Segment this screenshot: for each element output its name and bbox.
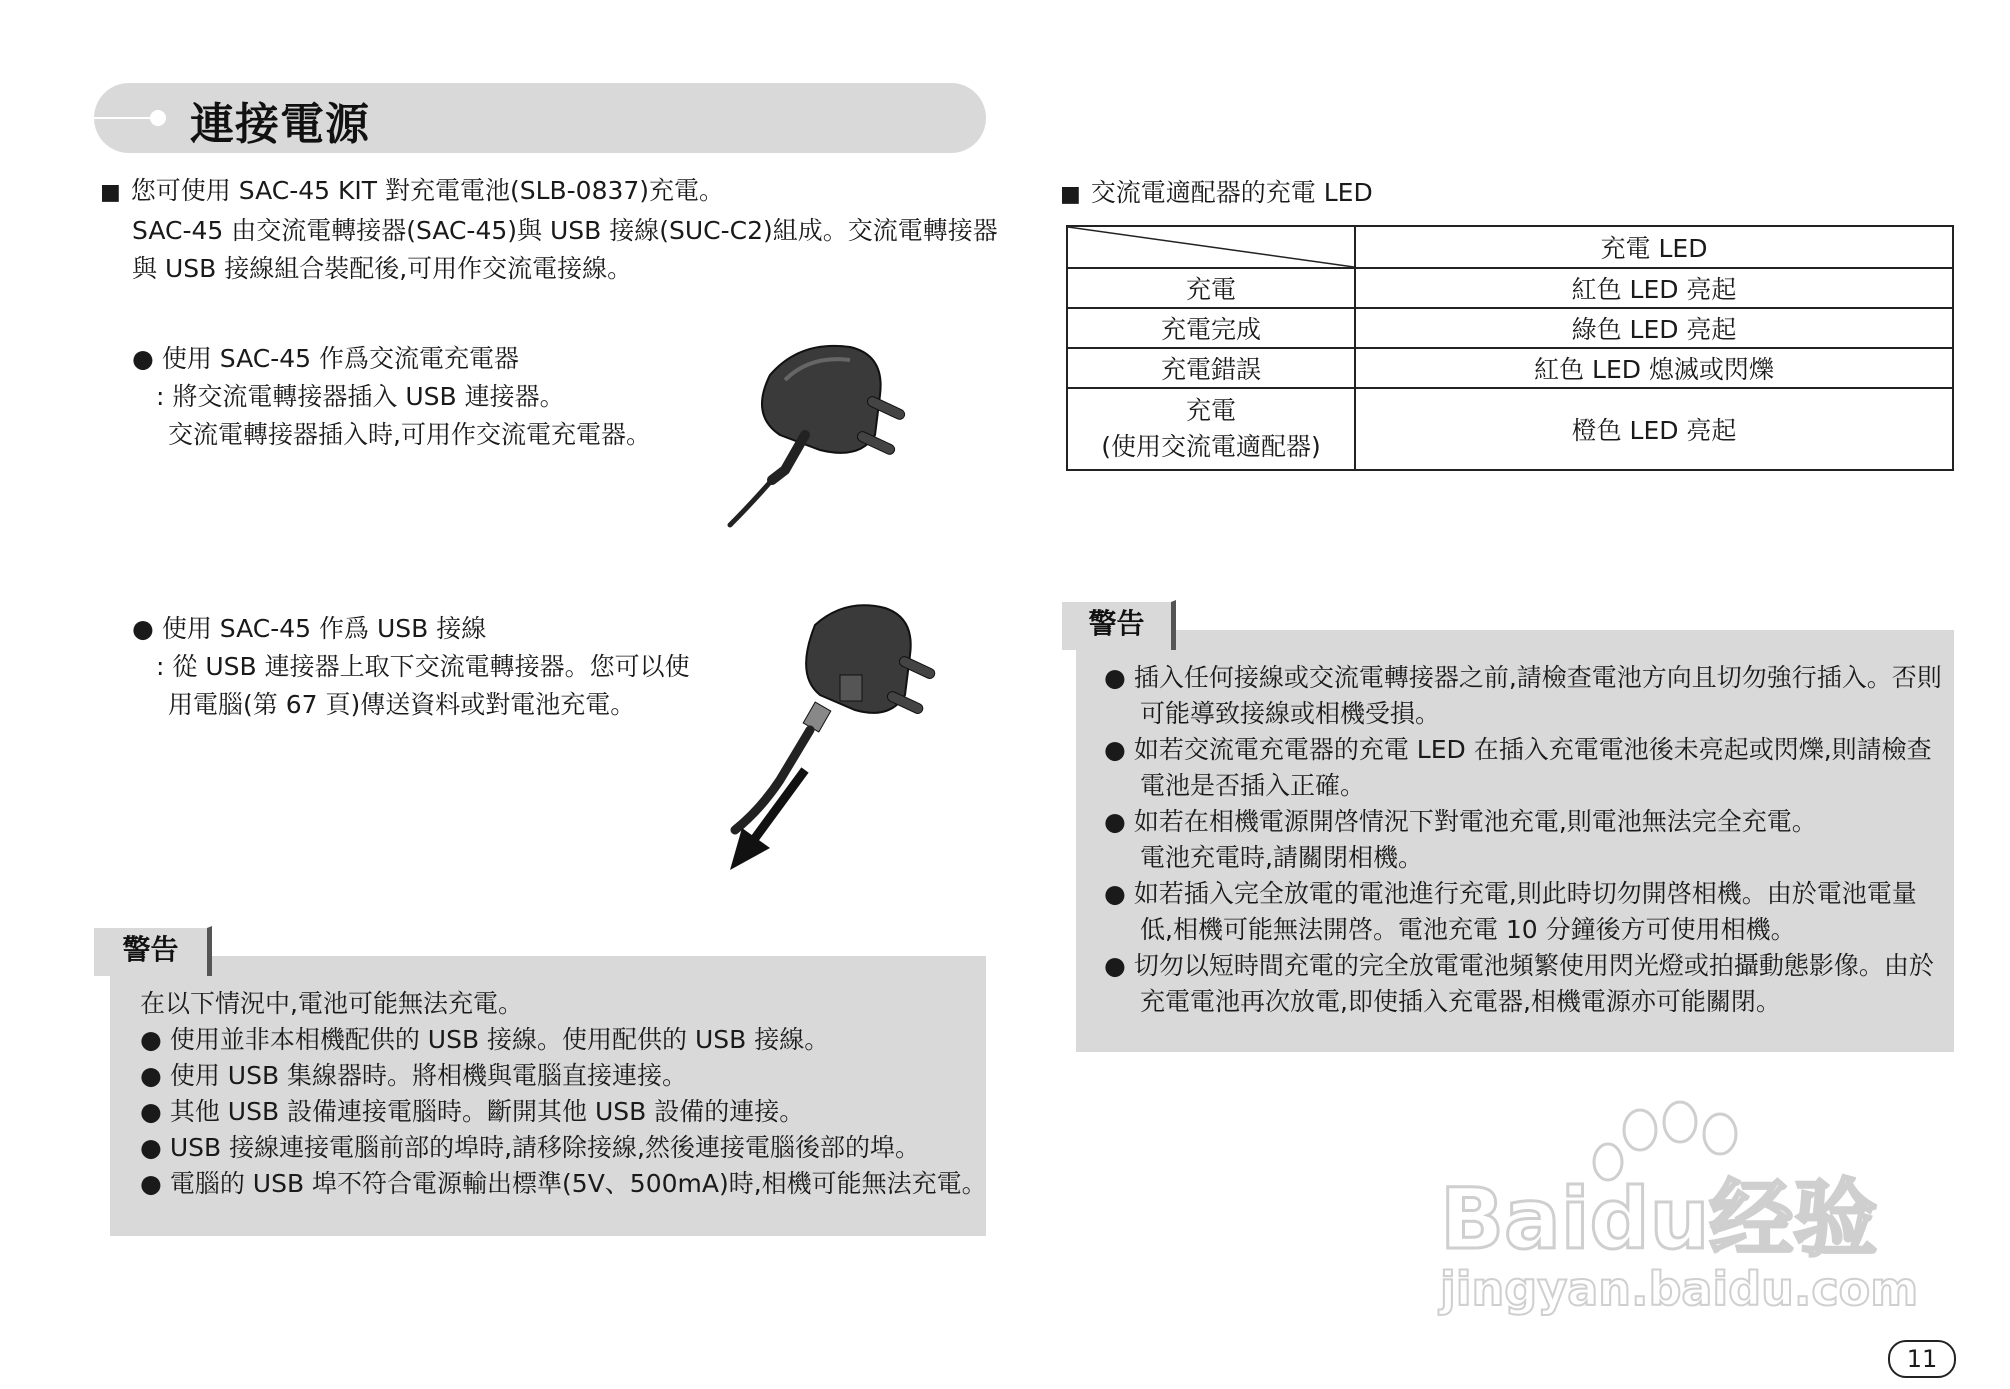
header-dot-decoration bbox=[150, 110, 166, 126]
list-item-continuation: 可能導致接線或相機受損。 bbox=[1140, 699, 1441, 728]
usage-usb-section bbox=[132, 610, 690, 724]
bullet-icon: ● bbox=[140, 1097, 162, 1126]
usage-line: : 從 USB 連接器上取下交流電轉接器。您可以使 bbox=[156, 652, 690, 681]
table-row bbox=[1067, 268, 1953, 308]
bullet-icon: ● bbox=[140, 1133, 162, 1162]
warning-label-left: 警告 bbox=[94, 926, 212, 976]
bullet-icon: ● bbox=[1104, 735, 1126, 764]
list-item: ● 如若在相機電源開啓情況下對電池充電,則電池無法完全充電。 bbox=[1104, 807, 1817, 836]
intro-line: SAC-45 由交流電轉接器(SAC-45)與 USB 接線(SUC-C2)組成。交流電轉接器 bbox=[132, 216, 998, 245]
list-item-continuation: 電池充電時,請關閉相機。 bbox=[1140, 843, 1423, 872]
list-item: ● 如若交流電充電器的充電 LED 在插入充電電池後未亮起或閃爍,則請檢查 bbox=[1104, 735, 1932, 764]
led-table-title: ■ 交流電適配器的充電 LED bbox=[1060, 178, 1373, 207]
table-row bbox=[1067, 388, 1953, 470]
table-row bbox=[1067, 348, 1953, 388]
page-title: 連接電源 bbox=[190, 99, 370, 150]
table-cell-state: 充電錯誤 bbox=[1067, 348, 1355, 388]
table-header-row bbox=[1067, 226, 1953, 268]
diagonal-line-icon bbox=[1068, 227, 1354, 267]
intro-paragraph bbox=[100, 172, 998, 288]
intro-line: 您可使用 SAC-45 KIT 對充電電池(SLB-0837)充電。 bbox=[130, 176, 725, 205]
led-table bbox=[1066, 225, 1954, 471]
table-cell-state: 充電 bbox=[1067, 268, 1355, 308]
page-number: 11 bbox=[1888, 1340, 1956, 1378]
bullet-icon: ● bbox=[1104, 951, 1126, 980]
bullet-icon: ● bbox=[1104, 807, 1126, 836]
list-item: ● 如若插入完全放電的電池進行充電,則此時切勿開啓相機。由於電池電量 bbox=[1104, 879, 1917, 908]
list-item: ● 插入任何接線或交流電轉接器之前,請檢查電池方向且切勿強行插入。否則 bbox=[1104, 663, 1942, 692]
usage-line: 用電腦(第 67 頁)傳送資料或對電池充電。 bbox=[168, 690, 636, 719]
table-cell-led: 紅色 LED 熄滅或閃爍 bbox=[1355, 348, 1953, 388]
bullet-icon: ● bbox=[1104, 663, 1126, 692]
warning-intro: 在以下情況中,電池可能無法充電。 bbox=[140, 989, 523, 1018]
usage-heading: 使用 SAC-45 作爲交流電充電器 bbox=[161, 344, 520, 373]
list-item: ● 使用 USB 集線器時。將相機與電腦直接連接。 bbox=[140, 1061, 688, 1090]
warning-label-right: 警告 bbox=[1062, 600, 1176, 650]
bullet-icon: ● bbox=[140, 1025, 162, 1054]
list-item: ● 切勿以短時間充電的完全放電電池頻繁使用閃光燈或拍攝動態影像。由於 bbox=[1104, 951, 1934, 980]
table-corner-cell bbox=[1067, 226, 1355, 268]
square-bullet-icon: ■ bbox=[100, 180, 121, 205]
list-item: ● 電腦的 USB 埠不符合電源輸出標準(5V、500mA)時,相機可能無法充電。 bbox=[140, 1169, 987, 1198]
table-cell-led: 橙色 LED 亮起 bbox=[1355, 388, 1953, 470]
table-cell-state: 充電 (使用交流電適配器) bbox=[1067, 388, 1355, 470]
bullet-icon: ● bbox=[1104, 879, 1126, 908]
usb-cable-detach-illustration bbox=[690, 600, 970, 880]
usage-line: : 將交流電轉接器插入 USB 連接器。 bbox=[156, 382, 565, 411]
table-cell-state: 充電完成 bbox=[1067, 308, 1355, 348]
table-cell-led: 綠色 LED 亮起 bbox=[1355, 308, 1953, 348]
bullet-icon: ● bbox=[140, 1061, 162, 1090]
list-item: ● 使用並非本相機配供的 USB 接線。使用配供的 USB 接線。 bbox=[140, 1025, 830, 1054]
table-row bbox=[1067, 308, 1953, 348]
list-item-continuation: 充電電池再次放電,即使插入充電器,相機電源亦可能關閉。 bbox=[1140, 987, 1781, 1016]
bullet-icon: ● bbox=[132, 344, 154, 373]
list-item: ● USB 接線連接電腦前部的埠時,請移除接線,然後連接電腦後部的埠。 bbox=[140, 1133, 920, 1162]
warning-list-right bbox=[1104, 660, 1942, 1020]
bullet-icon: ● bbox=[132, 614, 154, 643]
usage-line: 交流電轉接器插入時,可用作交流電充電器。 bbox=[168, 420, 651, 449]
usage-heading: 使用 SAC-45 作爲 USB 接線 bbox=[161, 614, 487, 643]
header-line-decoration bbox=[94, 117, 152, 119]
watermark-url: jingyan.baidu.com bbox=[1440, 1262, 1919, 1316]
intro-line: 與 USB 接線組合裝配後,可用作交流電接線。 bbox=[132, 254, 633, 283]
list-item-continuation: 低,相機可能無法開啓。電池充電 10 分鐘後方可使用相機。 bbox=[1140, 915, 1796, 944]
warning-list-left bbox=[140, 986, 987, 1202]
list-item-continuation: 電池是否插入正確。 bbox=[1140, 771, 1366, 800]
ac-adapter-with-cable-illustration bbox=[710, 335, 950, 535]
square-bullet-icon: ■ bbox=[1060, 182, 1081, 207]
watermark-brand: Baidu经验 bbox=[1440, 1170, 1878, 1268]
table-cell-led: 紅色 LED 亮起 bbox=[1355, 268, 1953, 308]
list-item: ● 其他 USB 設備連接電腦時。斷開其他 USB 設備的連接。 bbox=[140, 1097, 805, 1126]
table-header-cell: 充電 LED bbox=[1355, 226, 1953, 268]
bullet-icon: ● bbox=[140, 1169, 162, 1198]
usage-charger-section bbox=[132, 340, 651, 454]
